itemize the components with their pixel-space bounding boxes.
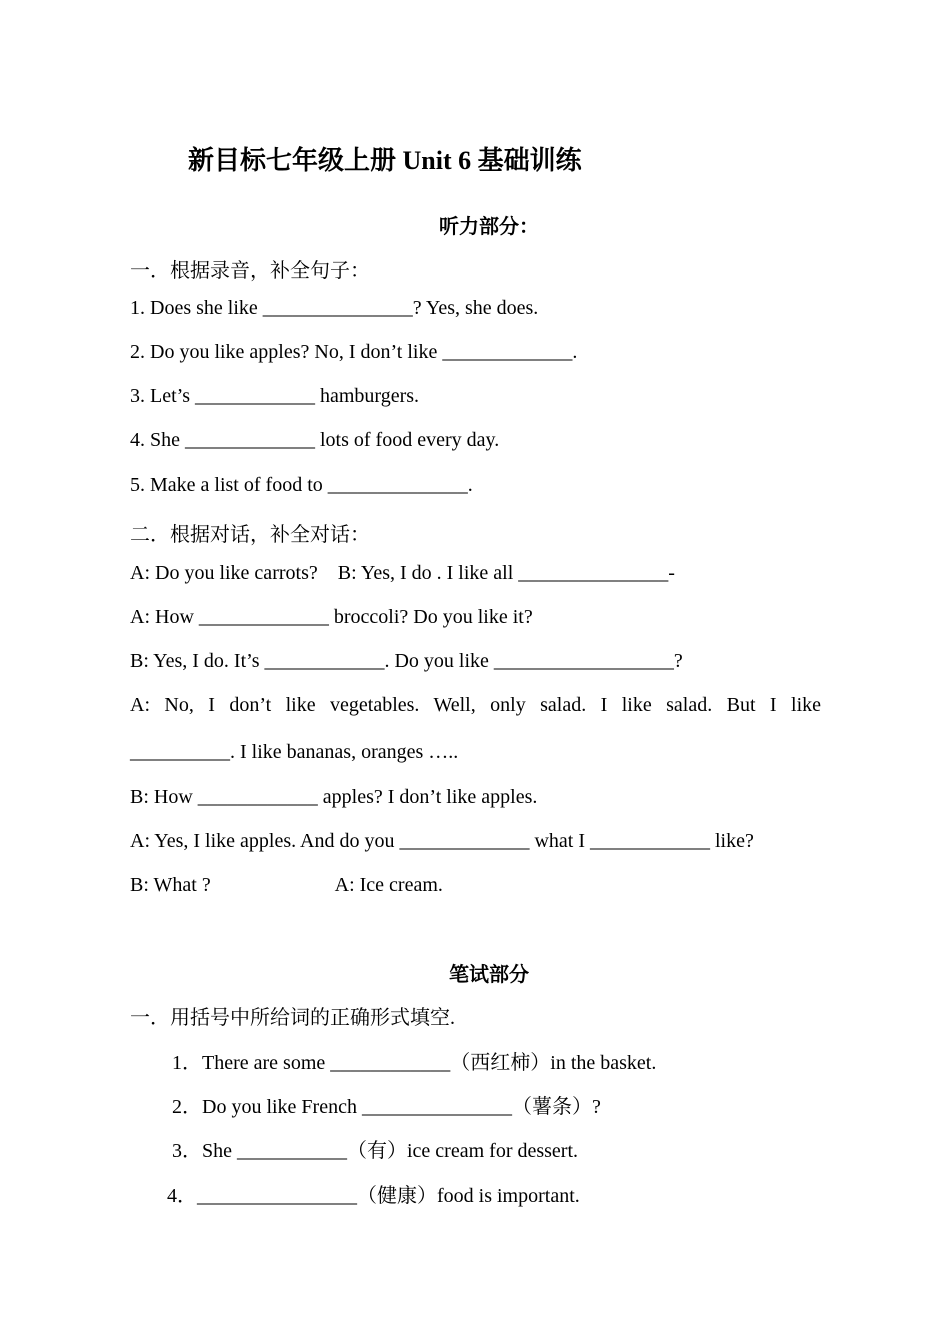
dialogue-line: B: Yes, I do. It’s ____________. Do you like __________________? bbox=[130, 650, 683, 672]
fill-blank-item: 4．________________（健康）food is important. bbox=[167, 1185, 580, 1207]
written-part1-heading: 一．用括号中所给词的正确形式填空. bbox=[130, 1007, 455, 1029]
sentence-item: 4. She _____________ lots of food every day. bbox=[130, 429, 500, 451]
listening-part1-heading: 一．根据录音，补全句子： bbox=[130, 260, 370, 282]
dialogue-line: __________. I like bananas, oranges ….. bbox=[130, 741, 459, 763]
sentence-item: 2. Do you like apples? No, I don’t like _____________. bbox=[130, 341, 578, 363]
dialogue-line: A: No, I don’t like vegetables. Well, only salad. I like salad. But I like bbox=[130, 694, 821, 716]
fill-blank-item: 2．Do you like French _______________（薯条）? bbox=[172, 1096, 601, 1118]
sentence-item: 5. Make a list of food to ______________. bbox=[130, 474, 473, 496]
listening-part2-heading: 二．根据对话，补全对话： bbox=[130, 524, 370, 546]
written-section-heading: 笔试部分 bbox=[449, 964, 529, 986]
sentence-item: 1. Does she like _______________? Yes, she does. bbox=[130, 297, 539, 319]
page-title: 新目标七年级上册 Unit 6 基础训练 bbox=[188, 146, 582, 175]
dialogue-line: A: How _____________ broccoli? Do you like it? bbox=[130, 606, 533, 628]
dialogue-line: A: Do you like carrots? B: Yes, I do . I like all _______________- bbox=[130, 562, 675, 584]
dialogue-line: B: What ? A: Ice cream. bbox=[130, 874, 443, 896]
listening-section-heading: 听力部分： bbox=[439, 216, 539, 238]
fill-blank-item: 3．She ___________（有）ice cream for dessert. bbox=[172, 1140, 579, 1162]
dialogue-line: A: Yes, I like apples. And do you _____________ what I ____________ like? bbox=[130, 830, 754, 852]
sentence-item: 3. Let’s ____________ hamburgers. bbox=[130, 385, 420, 407]
dialogue-line: B: How ____________ apples? I don’t like apples. bbox=[130, 786, 538, 808]
fill-blank-item: 1．There are some ____________（西红柿）in the basket. bbox=[172, 1052, 657, 1074]
